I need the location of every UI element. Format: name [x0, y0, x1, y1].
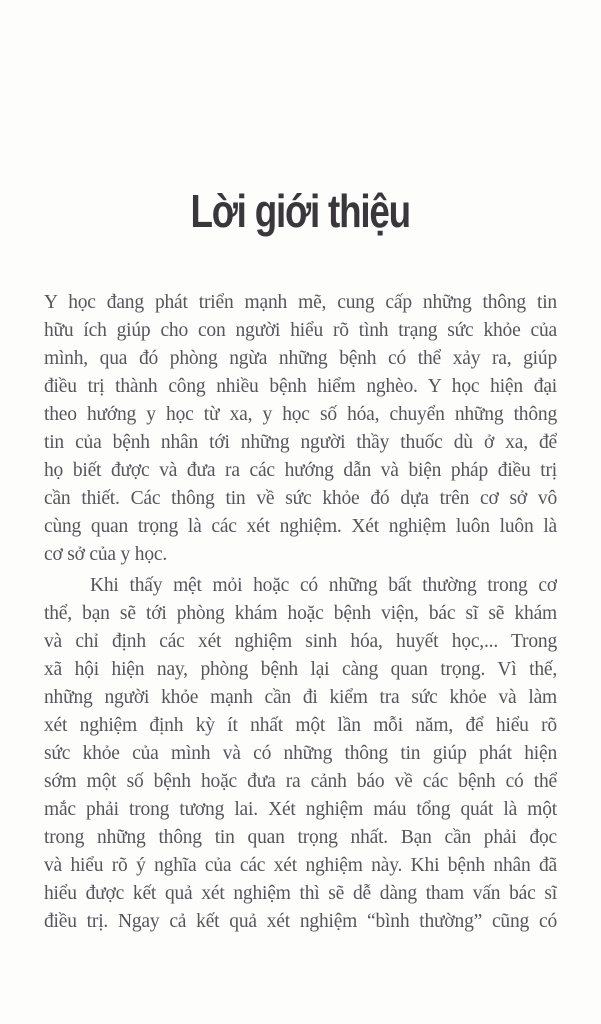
paragraph-2	[44, 572, 557, 936]
text-line: theo hướng y học từ xa, y học số hóa, chuyển những thông	[44, 404, 557, 425]
text-line: Y học đang phát triển mạnh mẽ, cung cấp những thông tin	[44, 292, 557, 313]
text-line: Khi thấy mệt mỏi hoặc có những bất thường trong cơ	[90, 575, 557, 596]
text-line: cần thiết. Các thông tin về sức khỏe đó dựa trên cơ sở vô	[44, 488, 557, 509]
text-line: thể, bạn sẽ tới phòng khám hoặc bệnh viện, bác sĩ sẽ khám	[44, 603, 557, 624]
text-line: họ biết được và đưa ra các hướng dẫn và biện pháp điều trị	[44, 460, 557, 481]
text-line: cơ sở của y học.	[44, 544, 168, 565]
text-line: xã hội hiện nay, phòng bệnh lại càng quan trọng. Vì thế,	[44, 659, 557, 680]
text-line: hữu ích giúp cho con người hiểu rõ tình trạng sức khỏe của	[44, 320, 557, 341]
text-line: trong những thông tin quan trọng nhất. Bạn cần phải đọc	[44, 827, 557, 848]
text-line: mắc phải trong tương lai. Xét nghiệm máu tổng quát là một	[44, 799, 557, 820]
page-title-text: Lời giới thiệu	[190, 185, 411, 237]
text-line: điều trị thành công nhiều bệnh hiểm nghèo. Y học hiện đại	[44, 376, 557, 397]
body-text	[44, 289, 557, 936]
page-title	[0, 184, 601, 243]
text-line: những người khỏe mạnh cần đi kiểm tra sức khỏe và làm	[44, 687, 557, 708]
text-line: và hiểu rõ ý nghĩa của các xét nghiệm này. Khi bệnh nhân đã	[44, 855, 557, 876]
text-line: hiểu được kết quả xét nghiệm thì sẽ dễ dàng tham vấn bác sĩ	[44, 883, 557, 904]
text-line: xét nghiệm định kỳ ít nhất một lần mỗi năm, để hiểu rõ	[44, 715, 557, 736]
text-line: và chỉ định các xét nghiệm sinh hóa, huyết học,... Trong	[44, 631, 557, 652]
text-line: sức khỏe của mình và có những thông tin giúp phát hiện	[44, 743, 557, 764]
paragraph-1	[44, 289, 557, 569]
text-line: tin của bệnh nhân tới những người thầy thuốc dù ở xa, để	[44, 432, 557, 453]
text-line: sớm một số bệnh hoặc đưa ra cảnh báo về các bệnh có thể	[44, 771, 557, 792]
text-line: điều trị. Ngay cả kết quả xét nghiệm “bình thường” cũng có	[44, 911, 557, 932]
text-line: cùng quan trọng là các xét nghiệm. Xét nghiệm luôn luôn là	[44, 516, 557, 537]
text-line: mình, qua đó phòng ngừa những bệnh có thể xảy ra, giúp	[44, 348, 557, 369]
